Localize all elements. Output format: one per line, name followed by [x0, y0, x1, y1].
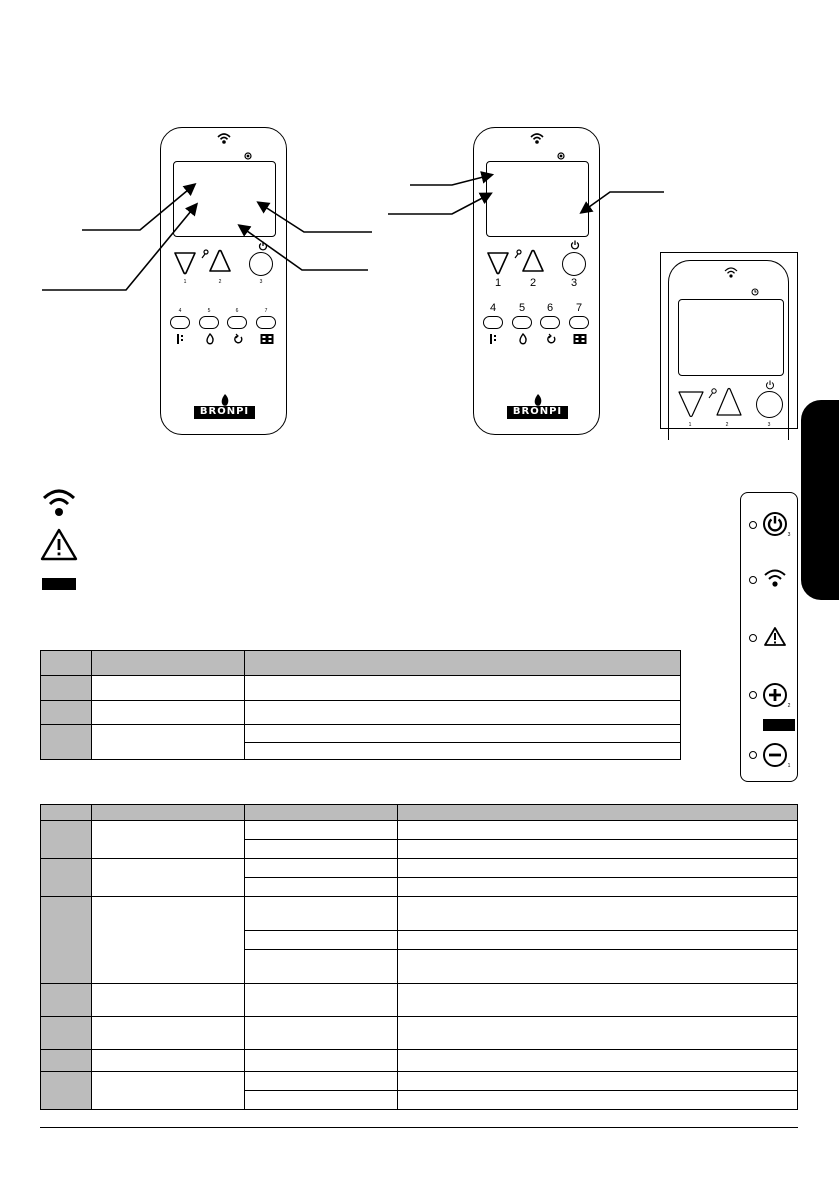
table-2: [40, 804, 798, 1110]
panel-index: 2: [787, 703, 791, 709]
button-number: 1: [183, 279, 187, 285]
table-header-cell: [41, 651, 92, 676]
table-row: [41, 1050, 798, 1072]
section-tab: [801, 400, 839, 600]
table-row: [41, 859, 798, 878]
led-indicator: [749, 576, 757, 584]
table-header-cell: [92, 805, 245, 821]
table-header-cell: [398, 805, 798, 821]
table-row: [41, 1072, 798, 1091]
led-indicator: [749, 634, 757, 642]
power-icon: [765, 380, 775, 390]
table-header-cell: [245, 805, 398, 821]
panel-index: 3: [787, 532, 791, 538]
black-label-icon: [763, 719, 795, 731]
button-number: 7: [264, 308, 268, 314]
table-header-cell: [41, 805, 92, 821]
button-number: 7: [575, 302, 583, 314]
table-row: [41, 701, 681, 725]
table-row: [41, 897, 798, 931]
button-number: 6: [235, 308, 239, 314]
button-number: 5: [518, 302, 526, 314]
panel-index: 1: [787, 763, 791, 769]
button-number: 4: [178, 308, 182, 314]
button-number: 3: [570, 277, 578, 289]
table-row: [41, 984, 798, 1017]
warning-icon: [40, 528, 78, 561]
wifi-icon: [40, 485, 78, 519]
led-indicator: [749, 691, 757, 699]
warning-icon: [763, 626, 787, 647]
button-number: 3: [259, 279, 263, 285]
power-button[interactable]: [756, 391, 783, 418]
wifi-icon: [763, 567, 787, 589]
button-number: 3: [767, 422, 771, 428]
button-number: 6: [546, 302, 554, 314]
table-header-cell: [92, 651, 245, 676]
led-indicator: [749, 751, 757, 759]
button-number: 2: [529, 277, 537, 289]
button-number: 2: [725, 422, 729, 428]
table-row: [41, 676, 681, 701]
down-button[interactable]: [676, 390, 706, 418]
remote-detail-frame: [660, 252, 798, 429]
up-button[interactable]: [714, 387, 744, 417]
timer-icon: [751, 288, 759, 296]
black-label-icon: [42, 578, 76, 590]
brand-logo: BRONPI: [507, 406, 568, 419]
footer-divider: [40, 1127, 798, 1128]
table-row: [41, 725, 681, 743]
table-row: [41, 1017, 798, 1050]
wifi-icon: [723, 265, 739, 279]
control-panel: [740, 492, 798, 782]
lcd-screen: [678, 299, 784, 376]
button-number: 1: [688, 422, 692, 428]
brand-logo: BRONPI: [194, 406, 255, 419]
button-number: 2: [218, 279, 222, 285]
button-number: 1: [494, 277, 502, 289]
table-row: [41, 821, 798, 840]
button-number: 5: [207, 308, 211, 314]
table-1: [40, 650, 681, 760]
led-indicator: [749, 521, 757, 529]
table-header-cell: [245, 651, 681, 676]
button-number: 4: [489, 302, 497, 314]
